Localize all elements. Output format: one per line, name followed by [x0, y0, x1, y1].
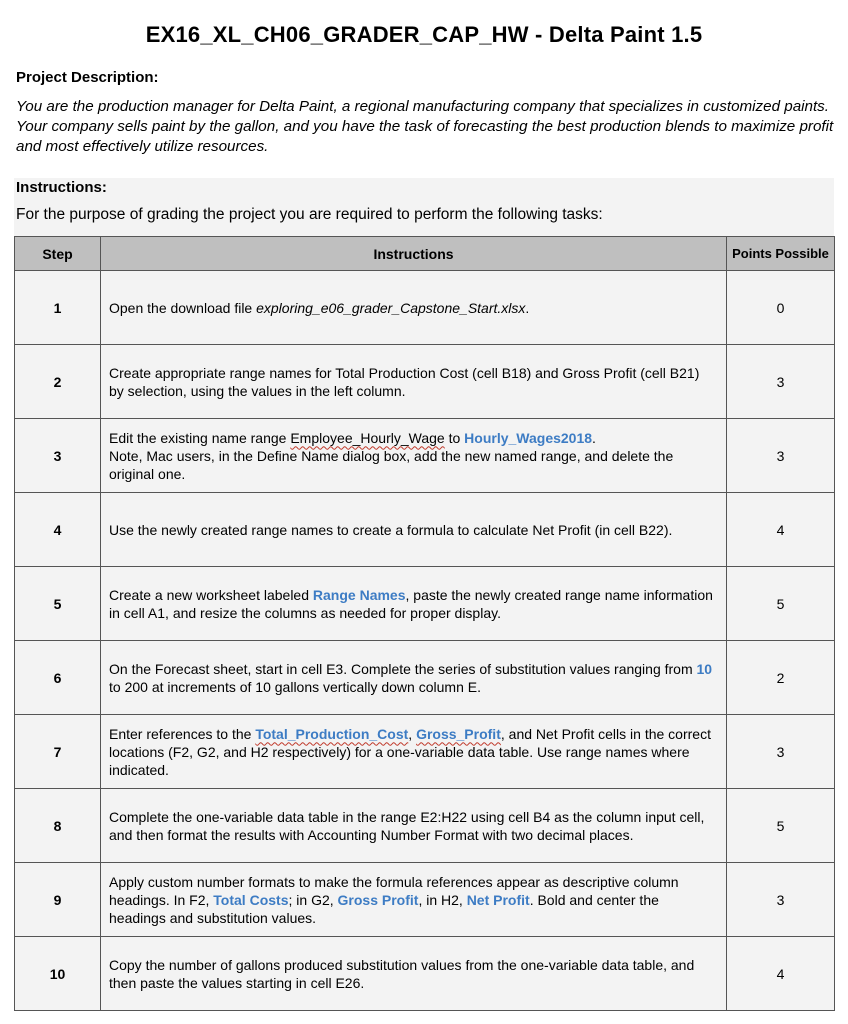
header-instructions: Instructions [101, 237, 727, 271]
step-instruction [101, 937, 727, 1011]
highlighted-term: Total_Production_Cost [255, 725, 409, 742]
instruction-text: . [525, 299, 530, 316]
table-row [15, 789, 835, 863]
page-title: EX16_XL_CH06_GRADER_CAP_HW - Delta Paint 1.5 [145, 22, 703, 47]
table-row [15, 419, 835, 493]
step-number: 5 [15, 567, 101, 641]
instruction-text: Create a new worksheet labeled [109, 586, 313, 603]
step-instruction [101, 715, 727, 789]
instruction-text: , paste the newly created range name information in cell A1, and resize the columns as needed for proper display. [109, 586, 713, 621]
header-points-possible: Points Possible [727, 237, 835, 271]
instruction-text: On the Forecast sheet, start in cell E3. Complete the series of substitution values ranging from [109, 660, 697, 677]
instruction-text: . Bold and center the headings and substitution values. [109, 891, 659, 926]
instruction-text: Use the newly created range names to create a formula to calculate Net Profit (in cell B22). [109, 521, 673, 538]
points-value: 2 [727, 641, 835, 715]
points-value: 3 [727, 345, 835, 419]
instruction-text: to [444, 429, 465, 446]
step-number: 2 [15, 345, 101, 419]
step-instruction [101, 419, 727, 493]
instruction-text: Edit the existing name range [109, 429, 291, 446]
project-description-label: Project Description: [16, 69, 159, 86]
step-instruction [101, 863, 727, 937]
table-row [15, 345, 835, 419]
step-number: 10 [15, 937, 101, 1011]
points-value: 3 [727, 419, 835, 493]
highlighted-term: Range Names [312, 586, 406, 603]
instruction-text: Create appropriate range names for Total Production Cost (cell B18) and Gross Profit (cell B21) by selection, using the values in the left column. [109, 364, 700, 399]
table-row [15, 715, 835, 789]
points-value: 4 [727, 493, 835, 567]
instruction-text: to 200 at increments of 10 gallons vertically down column E. [109, 678, 481, 695]
instruction-text: Enter references to the [109, 725, 256, 742]
step-number: 6 [15, 641, 101, 715]
table-row [15, 937, 835, 1011]
highlighted-term: Gross Profit [337, 891, 419, 908]
instruction-text: , and Net Profit cells in the correct locations (F2, G2, and H2 respectively) for a one-variable data table. Use range names where indicated. [109, 725, 711, 778]
points-value: 3 [727, 863, 835, 937]
step-number: 8 [15, 789, 101, 863]
highlighted-term: Net Profit [466, 891, 530, 908]
step-number: 7 [15, 715, 101, 789]
highlighted-term: 10 [696, 660, 713, 677]
instruction-text: , in H2, [418, 891, 467, 908]
step-instruction [101, 567, 727, 641]
instruction-text: Copy the number of gallons produced substitution values from the one-variable data table, and then paste the values starting in cell E26. [109, 956, 695, 991]
step-instruction [101, 493, 727, 567]
instruction-text: Complete the one-variable data table in the range E2:H22 using cell B4 as the column input cell, and then format the results with Accounting Number Format with two decimal places. [109, 808, 705, 843]
step-number: 9 [15, 863, 101, 937]
points-value: 4 [727, 937, 835, 1011]
file-name: exploring_e06_grader_Capstone_Start.xlsx [256, 299, 526, 316]
table-row [15, 567, 835, 641]
step-number: 3 [15, 419, 101, 493]
table-row [15, 863, 835, 937]
range-name: Employee_Hourly_Wage [290, 429, 445, 446]
tasks-table [14, 236, 835, 1011]
step-instruction [101, 789, 727, 863]
points-value: 0 [727, 271, 835, 345]
instruction-text: Apply custom number formats to make the formula references appear as descriptive column headings. In F2, [109, 873, 679, 908]
table-header-row [15, 237, 835, 271]
table-row [15, 493, 835, 567]
step-number: 1 [15, 271, 101, 345]
table-row [15, 271, 835, 345]
instruction-text: ; in G2, [288, 891, 338, 908]
table-row [15, 641, 835, 715]
step-instruction [101, 345, 727, 419]
header-step: Step [15, 237, 101, 271]
instruction-text: . [592, 429, 596, 446]
project-description-text: You are the production manager for Delta Paint, a regional manufacturing company that specializes in customized paints. Your company sells paint by the gallon, and you have the task of forecasting the best production blends to maximize profit and most effectively utilize resources. [16, 98, 834, 155]
highlighted-term: Hourly_Wages2018 [464, 429, 593, 446]
points-value: 5 [727, 789, 835, 863]
step-instruction [101, 641, 727, 715]
instruction-note: Note, Mac users, in the Define Name dialog box, add the new named range, and delete the original one. [109, 447, 674, 482]
highlighted-term: Gross_Profit [416, 725, 501, 742]
instructions-label: Instructions: [16, 179, 107, 196]
instruction-text: Open the download file [109, 299, 257, 316]
points-value: 3 [727, 715, 835, 789]
instructions-intro: For the purpose of grading the project you are required to perform the following tasks: [16, 206, 603, 223]
step-instruction [101, 271, 727, 345]
highlighted-term: Total Costs [213, 891, 289, 908]
points-value: 5 [727, 567, 835, 641]
instruction-text: , [408, 725, 417, 742]
step-number: 4 [15, 493, 101, 567]
